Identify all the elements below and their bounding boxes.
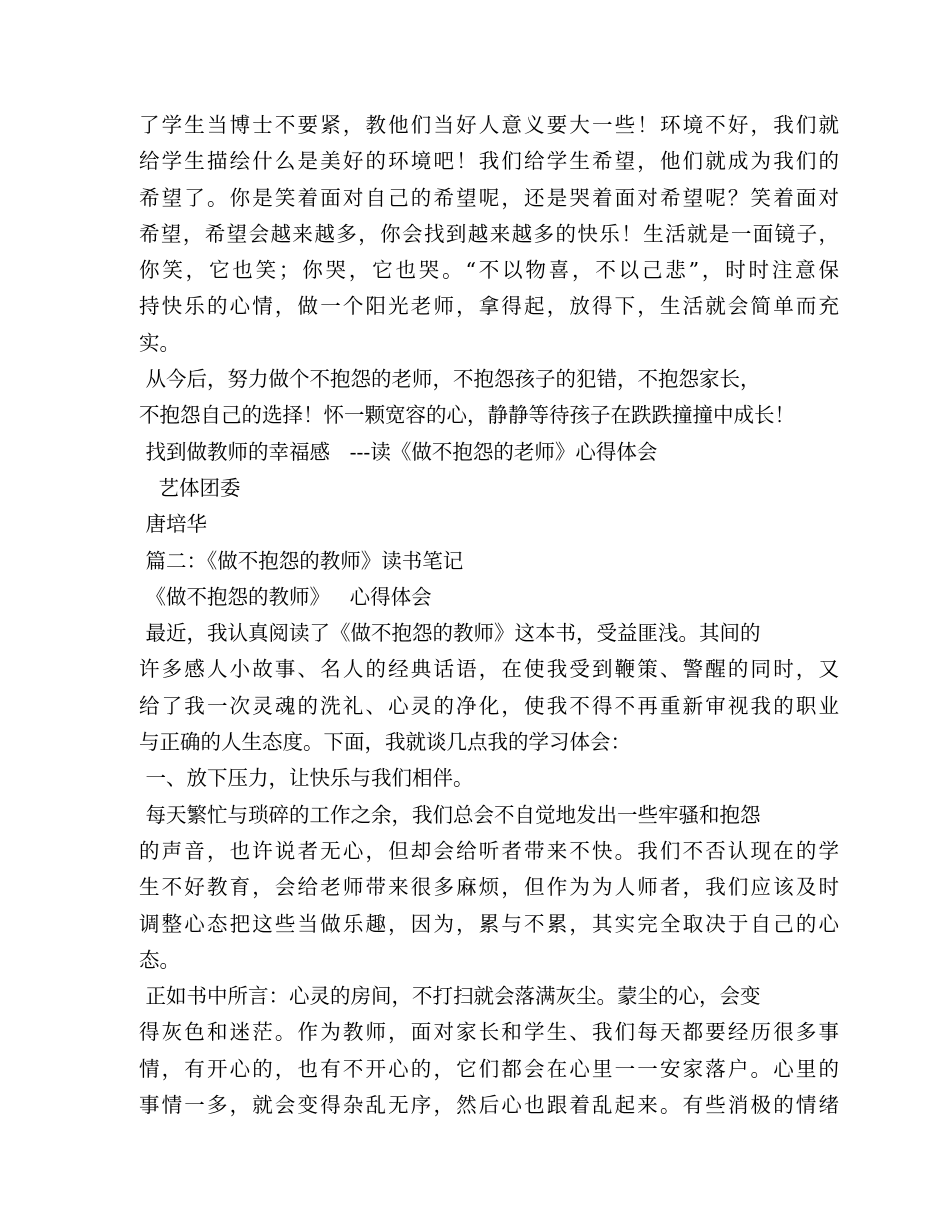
section-title-line: 找到做教师的幸福感 ---读《做不抱怨的老师》心得体会 — [139, 439, 658, 464]
text-line: 生不好教育，会给老师带来很多麻烦，但作为为人师者，我们应该及时 — [139, 875, 839, 900]
author-org-line: 艺体团委 — [139, 475, 241, 500]
text-line: 持快乐的心情，做一个阳光老师，拿得起，放得下，生活就会简单而充 — [139, 294, 839, 319]
text-line: 的声音，也许说者无心，但却会给听者带来不快。我们不否认现在的学 — [139, 838, 839, 863]
text-line: 希望，希望会越来越多，你会找到越来越多的快乐！生活就是一面镜子， — [139, 221, 839, 246]
text-line: 实。 — [139, 330, 180, 355]
text-line: 从今后，努力做个不抱怨的老师，不抱怨孩子的犯错，不抱怨家长， — [139, 367, 761, 392]
text-line: 每天繁忙与琐碎的工作之余，我们总会不自觉地发出一些牢骚和抱怨 — [139, 802, 761, 827]
point-heading-line: 一、放下压力，让快乐与我们相伴。 — [139, 766, 474, 791]
text-line: 不抱怨自己的选择！怀一颗宽容的心，静静等待孩子在跌跌撞撞中成长！ — [139, 403, 795, 428]
text-line: 了学生当博士不要紧，教他们当好人意义要大一些！环境不好，我们就 — [139, 113, 839, 137]
text-line: 希望了。你是笑着面对自己的希望呢，还是哭着面对希望呢？笑着面对 — [139, 185, 839, 210]
subheading-line: 《做不抱怨的教师》 心得体会 — [139, 584, 432, 609]
text-line: 与正确的人生态度。下面，我就谈几点我的学习体会： — [139, 730, 631, 755]
text-line: 你笑，它也笑；你哭，它也哭。“不以物喜，不以己悲”，时时注意保 — [139, 258, 839, 283]
text-line: 正如书中所言：心灵的房间，不打扫就会落满灰尘。蒙尘的心，会变 — [139, 984, 761, 1009]
text-line: 情，有开心的，也有不开心的，它们都会在心里一一安家落户。心里的 — [139, 1056, 839, 1081]
text-line: 给学生描绘什么是美好的环境吧！我们给学生希望，他们就成为我们的 — [139, 149, 839, 174]
text-line: 给了我一次灵魂的洗礼、心灵的净化，使我不得不再重新审视我的职业 — [139, 693, 839, 718]
text-line: 许多感人小故事、名人的经典话语，在使我受到鞭策、警醒的同时，又 — [139, 657, 839, 682]
chapter-heading-line: 篇二：《做不抱怨的教师》读书笔记 — [139, 548, 464, 573]
text-line: 得灰色和迷茫。作为教师，面对家长和学生、我们每天都要经历很多事 — [139, 1020, 839, 1045]
text-line: 调整心态把这些当做乐趣，因为，累与不累，其实完全取决于自己的心 — [139, 911, 839, 936]
text-line: 最近，我认真阅读了《做不抱怨的教师》这本书，受益匪浅。其间的 — [139, 621, 761, 646]
text-line: 态。 — [139, 947, 180, 972]
text-line: 事情一多，就会变得杂乱无序，然后心也跟着乱起来。有些消极的情绪 — [139, 1093, 839, 1118]
document-body — [139, 107, 839, 1123]
author-name-line: 唐培华 — [139, 512, 208, 537]
